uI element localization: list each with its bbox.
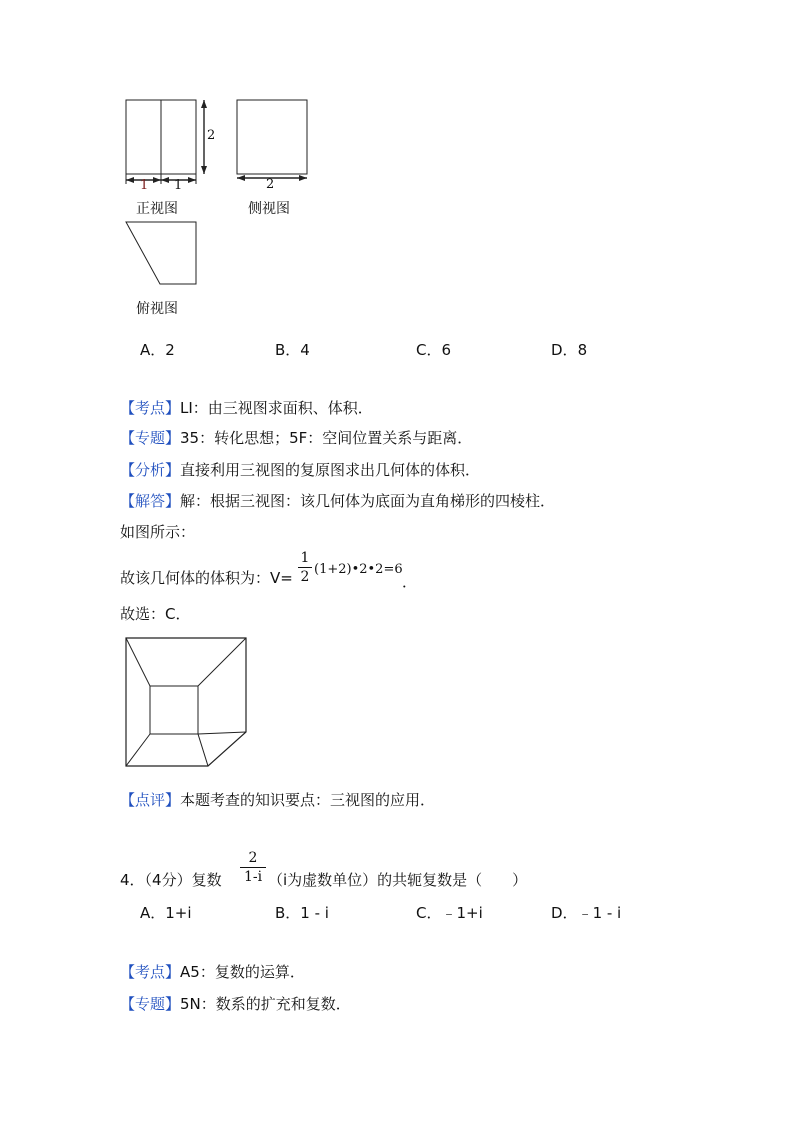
q3-kaodian: 【考点】LI：由三视图求面积、体积． [120,399,373,417]
front-view-drawing [120,96,220,186]
q3-volume-line: 故该几何体的体积为：V= [120,569,293,587]
q4-option-c: C．﹣1+i [416,904,483,922]
q3-dianping: 【点评】本题考查的知识要点：三视图的应用． [120,791,436,809]
dim-right-label: 1 [174,178,183,193]
q3-volume-fraction [298,550,312,585]
q4-option-b: B．1 - i [275,904,329,922]
q3-jieda: 【解答】解：根据三视图：该几何体为底面为直角梯形的四棱柱． [120,492,556,510]
q3-answer: 故选：C． [120,605,191,623]
q3-option-d: D．8 [551,341,588,359]
q4-option-d: D．﹣1 - i [551,904,622,922]
q3-zhuanti: 【专题】35：转化思想；5F：空间位置关系与距离． [120,429,473,447]
prism-figure [120,632,250,767]
q3-volume-suffix: ． [402,573,418,591]
q3-option-a: A．2 [140,341,175,359]
dim-height-label: 2 [207,128,216,143]
fraction-denominator: 1-i [243,869,263,885]
q4-stem-suffix: （i为虚数单位）的共轭复数是（ ） [268,871,528,889]
q3-option-b: B．4 [275,341,310,359]
q4-zhuanti: 【专题】5N：数系的扩充和复数． [120,995,351,1013]
q3-option-c: C．6 [416,341,452,359]
side-view-label: 侧视图 [248,201,290,217]
q3-rutu: 如图所示： [120,523,196,541]
fraction-numerator: 2 [248,850,258,866]
front-view-label: 正视图 [136,201,178,217]
q4-fraction [240,850,266,885]
top-view-drawing [122,218,202,288]
top-view-label: 俯视图 [136,301,178,317]
dim-side-label: 2 [266,177,275,192]
dim-left-label: 1 [140,178,149,193]
q4-option-a: A．1+i [140,904,192,922]
q3-volume-expression: (1+2)•2•2=6 [314,562,403,577]
q4-stem: 4．（4分）复数 [120,871,222,889]
fraction-numerator: 1 [300,550,310,566]
q4-kaodian: 【考点】A5：复数的运算． [120,963,305,981]
side-view-drawing [232,96,312,186]
fraction-denominator: 2 [300,569,310,585]
q3-fenxi: 【分析】直接利用三视图的复原图求出几何体的体积． [120,461,481,479]
